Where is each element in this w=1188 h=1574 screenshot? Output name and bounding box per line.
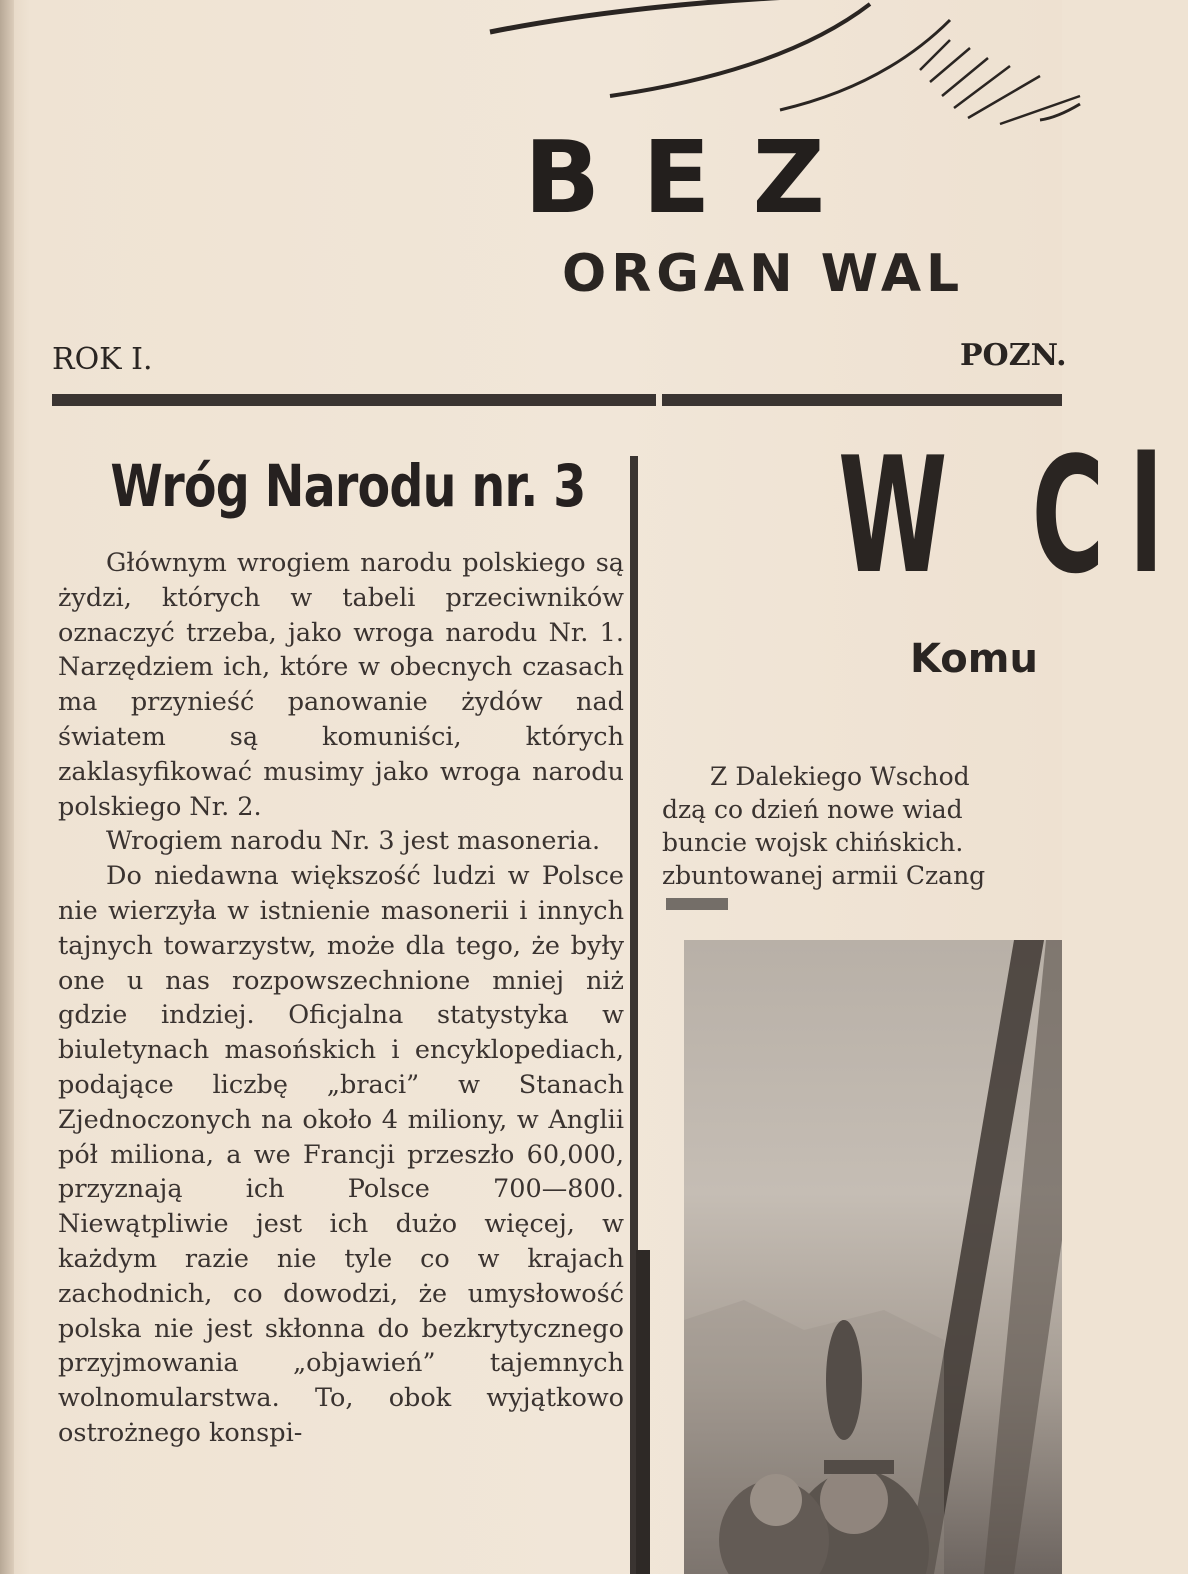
masthead-subtitle: ORGAN WAL [562, 244, 965, 304]
issue-year: ROK I. [52, 342, 153, 377]
left-article-paragraph-3: Do niedawna większość ludzi w Polsce nie wierzyła w istnienie masonerii i innych tajnych towarzystw, może dla tego, że były one u nas rozpowszechnione mniej niż gdzie indziej. Oficjalna statystyka w biuletynach masońskich i encyklopediach, podające liczbę „braci” w Stanach Zjednoczonych na około 4 miliony, w Anglii pół miliona, a we Francji przeszło 60,000, przyznają ich Polsce 700—800. Niewątpliwie jest ich dużo więcej, w każdym razie nie tyle co w krajach zachodnich, co dowodzi, że umysłowość polska nie jest skłonna do bezkrytycznego przyjmowania „objawień” tajemnych wolnomularstwa. To, obok wyjątkowo ostrożnego konspi- [58, 861, 624, 1448]
masthead-title: BEZ [524, 119, 868, 236]
right-article-headline: W Cl [838, 422, 1188, 609]
right-article-line-3: buncie wojsk chińskich. [662, 828, 964, 857]
right-article-body [662, 760, 1102, 892]
header-rule-right [662, 394, 1062, 406]
column-divider-lower [636, 1250, 650, 1574]
right-article-line-2: dzą co dzień nowe wiad [662, 795, 963, 824]
right-article-subhead: Komu [910, 636, 1038, 682]
ink-smudge [666, 898, 728, 910]
header-rule-left [52, 394, 656, 406]
issue-place: POZN. [960, 338, 1067, 373]
right-article-line-1: Z Dalekiego Wschod [710, 762, 970, 791]
historical-photo-soldiers-icon [684, 940, 1062, 1574]
left-article-paragraph-2: Wrogiem narodu Nr. 3 jest masoneria. [106, 826, 601, 857]
page-binding-edge [0, 0, 14, 1574]
left-article-body [58, 546, 624, 1451]
article-photo [684, 940, 1062, 1574]
left-article-headline: Wróg Narodu nr. 3 [110, 452, 586, 520]
right-article-line-4: zbuntowanej armii Czang [662, 861, 986, 890]
left-article-paragraph-1: Głównym wrogiem narodu polskiego są żydzi, których w tabeli przeciwników oznaczyć trzeba, jako wroga narodu Nr. 1. Narzędziem ich, które w obecnych czasach ma przynieść panowanie żydów nad światem są komuniści, których zaklasyfikować musimy jako wroga narodu polskiego Nr. 2. [58, 548, 624, 822]
